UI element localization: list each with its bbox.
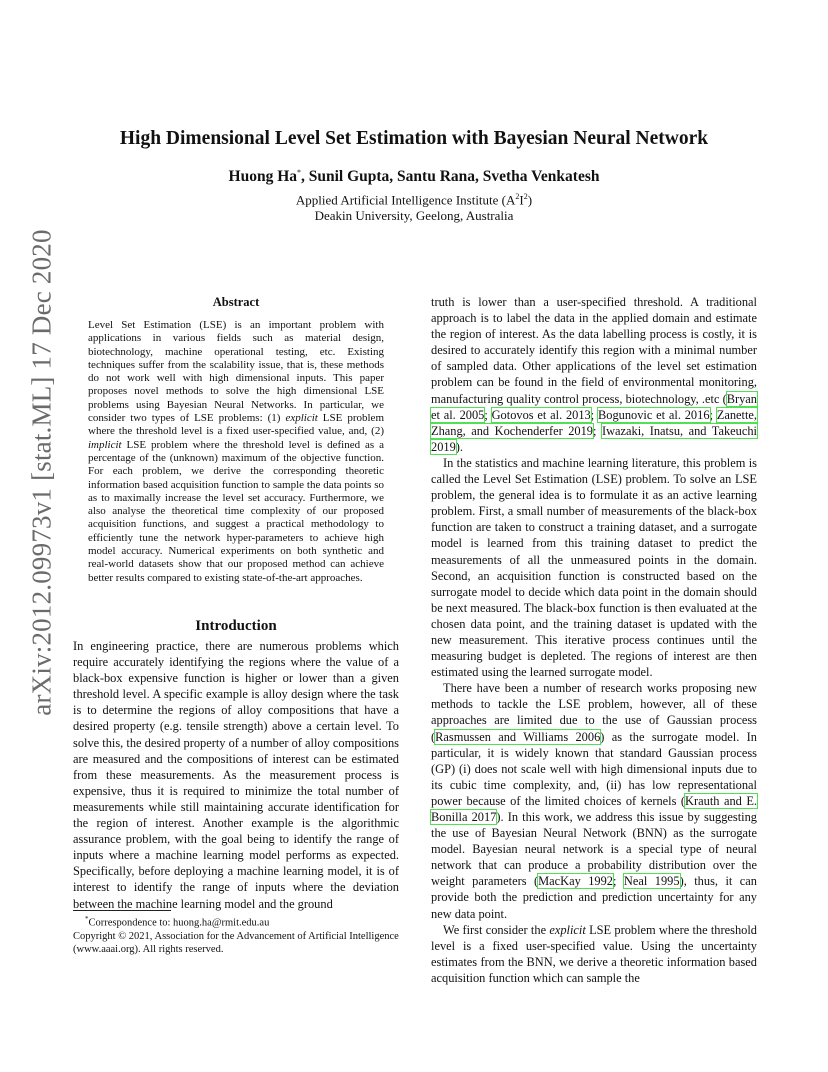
- affiliation-line-2: Deakin University, Geelong, Australia: [314, 208, 514, 224]
- affiliation-mid: I: [519, 192, 524, 208]
- affiliation-close: ): [527, 192, 533, 208]
- citation-link[interactable]: MacKay 1992: [538, 874, 614, 889]
- paragraph-text: ), thus, it can provide both the prediction and prediction uncertainty for any new data point.: [431, 874, 757, 921]
- paragraph-continued: [431, 294, 757, 455]
- affiliation-sup: 2: [515, 192, 520, 201]
- citation-link[interactable]: Rasmussen and Williams 2006: [435, 729, 601, 744]
- correspondence-mark: *: [297, 168, 301, 177]
- abstract-text-part: LSE problem where the threshold level is defined as a percentage of the (unknown) maximum of the objective function. For each problem, we derive the corresponding theoretic information based acquisition function to sample the data points so as to maximally increase the level set accuracy. Furthermore, we also analyse the theoretical time complexity of our proposed acquisition functions, and suggest a practical methodology to efficiently tune the network hyper-parameters to achieve high model accuracy. Numerical experiments on both synthetic and real-world datasets show that our proposed method can achieve better results compared to existing state-of-the-art approaches.: [88, 438, 384, 584]
- introduction-paragraph: In engineering practice, there are numerous problems which require accurately identifying the regions where the value of a black-box expensive function is higher or lower than a given threshold level. A specific example is alloy design where the task is to determine the regions of alloy compositions that have a desired property (e.g. tensile strength) above a certain level. To solve this, the desired property of a number of alloy compositions are measured and the compositions of interest can be estimated from these measurements. As the measurement process is expensive, thus it is required to minimize the total number of measurements while still maintaining accurate identification for the region of interest. Another example is the algorithmic assurance problem, with the goal being to identify the range of inputs where a machine learning model performs as expected. Specifically, before deploying a machine learning model, it is of interest to identify the range of inputs where the deviation between the machine learning model and the ground: [73, 639, 399, 911]
- arxiv-identifier: arXiv:2012.09973v1 [stat.ML] 17 Dec 2020: [26, 228, 57, 716]
- abstract-text-part: LSE problem where the threshold level is a fixed user-specified value, and, (2): [88, 412, 384, 438]
- citation-separator: ;: [593, 423, 602, 438]
- right-column: [431, 294, 757, 986]
- citation-link[interactable]: Krauth and E. Bonilla 2017: [431, 793, 757, 824]
- paper-title: High Dimensional Level Set Estimation with Bayesian Neural Network: [119, 128, 709, 149]
- paragraph-emphasis: explicit: [549, 922, 586, 937]
- citation-link[interactable]: Bogunovic et al. 2016: [598, 407, 710, 422]
- citation-link[interactable]: Neal 1995: [623, 874, 680, 889]
- paragraph-text: We first consider the: [443, 922, 550, 937]
- footnote: [73, 913, 399, 956]
- abstract-text: [88, 319, 384, 585]
- affiliation-institute: Applied Artificial Intelligence Institute (A: [295, 192, 516, 208]
- paragraph-text: truth is lower than a user-specified threshold. A traditional approach is to label the data in the applied domain and estimate the region of interest. As the data labelling process is costly, it is desired to accurately identify this region with a minimal number of sampled data. Other applications of the level set estimation problem can be found in the field of environmental monitoring, manufacturing quality control process, biotechnology, .etc (: [431, 295, 757, 406]
- footnote-mark: *: [85, 915, 89, 923]
- paragraph-explicit-lse: [431, 922, 757, 986]
- citation-link[interactable]: Gotovos et al. 2013: [491, 407, 591, 422]
- introduction-heading: Introduction: [195, 618, 277, 634]
- author-rest: , Sunil Gupta, Santu Rana, Svetha Venkatesh: [301, 168, 600, 186]
- introduction-body: [73, 638, 399, 912]
- citation-link[interactable]: Bryan et al. 2005: [431, 391, 757, 422]
- citation-separator: ;: [709, 407, 717, 422]
- citation-separator: ;: [484, 407, 492, 422]
- footnote-copyright: Copyright © 2021, Association for the Advancement of Artificial Intelligence (www.aaai.org). All rights reserved.: [73, 930, 399, 955]
- paragraph-text: ).: [455, 439, 464, 454]
- paragraph-text: ). In this work, we address this issue by suggesting the use of Bayesian Neural Network (BNN) as the surrogate model. Bayesian neural network is a special type of neural network that can produce a probability distribution over the weight parameters (: [431, 810, 757, 889]
- affiliation-line-1: [60, 189, 768, 208]
- abstract-section: [88, 295, 384, 585]
- abstract-emphasis: explicit: [285, 412, 318, 425]
- paragraph-related-work: [431, 680, 757, 921]
- arxiv-identifier-sidebar: [18, 228, 66, 716]
- abstract-heading: Abstract: [212, 295, 260, 309]
- paragraph-text: ) as the surrogate model. In particular, it is widely known that standard Gaussian process (GP) (i) does not scale well with high dimensional inputs due to its cubic time complexity, and, (ii) has low representational power because of the limited choices of kernels (: [431, 729, 757, 808]
- citation-separator: ;: [590, 407, 598, 422]
- footnote-correspondence-text: Correspondence to: huong.ha@rmit.edu.au: [88, 917, 270, 929]
- affiliation-sup: 2: [523, 192, 528, 201]
- abstract-emphasis: implicit: [88, 438, 122, 451]
- paragraph-lse-definition: In the statistics and machine learning literature, this problem is called the Level Set Estimation (LSE) problem. To solve an LSE problem, the general idea is to formulate it as an active learning problem. First, a small number of measurements of the black-box function are taken to construct a training dataset, and a surrogate model is learned from this training dataset to predict the measurements of all the unmeasured points in the domain. Second, an acquisition function is constructed based on the surrogate model to decide which data point in the domain should be next measured. The black-box function is then evaluated at the chosen data point, and the training dataset is updated with the new measurement. This iterative process continues until the measuring budget is depleted. The regions of interest are then estimated using the learned surrogate model.: [431, 455, 757, 680]
- citation-link[interactable]: Iwazaki, Inatsu, and Takeuchi 2019: [431, 423, 757, 454]
- paragraph-text: LSE problem where the threshold level is a fixed user-specified value. Using the uncertainty estimates from the BNN, we derive a theoretic information based acquisition function which can sample the: [431, 922, 757, 985]
- footnote-divider: [73, 910, 171, 911]
- footnote-correspondence: [73, 913, 399, 930]
- citation-separator: ;: [613, 874, 624, 889]
- citation-link[interactable]: Zanette, Zhang, and Kochenderfer 2019: [431, 407, 758, 438]
- paragraph-text: There have been a number of research works proposing new methods to tackle the LSE problem, however, all of these approaches are limited due to the use of Gaussian process (: [431, 681, 757, 744]
- affiliation: [60, 189, 768, 224]
- abstract-text-part: Level Set Estimation (LSE) is an important problem with applications in various fields such as material design, biotechnology, machine operational testing, etc. Existing techniques suffer from the scalability issue, that is, these methods do not work well with high dimensional inputs. This paper proposes novel methods to solve the high dimensional LSE problems using Bayesian Neural Networks. In particular, we consider two types of LSE problems: (1): [88, 319, 384, 425]
- author-list: [60, 168, 768, 186]
- author-first: Huong Ha: [228, 168, 297, 186]
